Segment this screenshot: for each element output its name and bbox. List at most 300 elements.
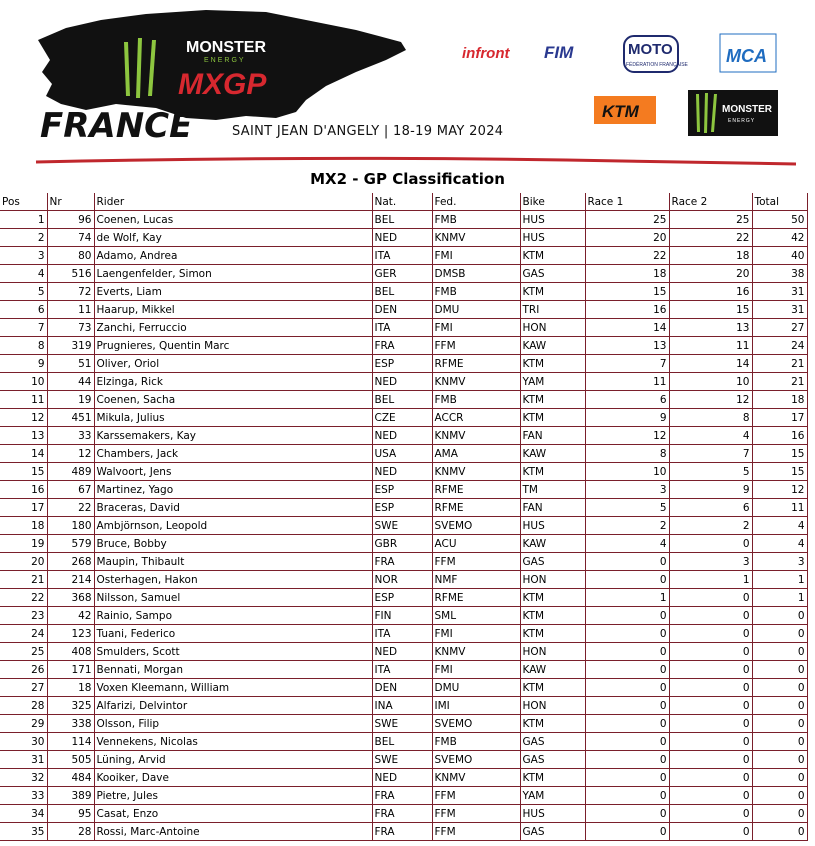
cell-nat: ITA [372, 661, 432, 679]
cell-race2: 0 [669, 625, 752, 643]
cell-bike: FAN [520, 427, 585, 445]
cell-rider: Martinez, Yago [94, 481, 372, 499]
cell-fed: FMI [432, 319, 520, 337]
cell-total: 15 [752, 463, 807, 481]
monster-sponsor-wordmark: MONSTER [722, 104, 772, 115]
table-row [0, 229, 807, 247]
cell-race2: 3 [669, 553, 752, 571]
cell-rider: Walvoort, Jens [94, 463, 372, 481]
cell-total: 31 [752, 283, 807, 301]
cell-fed: ACU [432, 535, 520, 553]
cell-nr: 579 [47, 535, 94, 553]
cell-bike: GAS [520, 751, 585, 769]
cell-total: 4 [752, 535, 807, 553]
table-row [0, 823, 807, 841]
table-row [0, 265, 807, 283]
cell-race2: 1 [669, 571, 752, 589]
cell-race1: 0 [585, 607, 669, 625]
event-country: FRANCE [40, 106, 193, 146]
col-header-race2: Race 2 [669, 193, 752, 211]
cell-nr: 214 [47, 571, 94, 589]
cell-nr: 28 [47, 823, 94, 841]
cell-rider: Oliver, Oriol [94, 355, 372, 373]
moto-logo-sub: FÉDÉRATION FRANÇAISE [626, 62, 688, 68]
cell-race1: 4 [585, 535, 669, 553]
cell-race2: 0 [669, 715, 752, 733]
table-row [0, 481, 807, 499]
cell-pos: 17 [0, 499, 47, 517]
cell-total: 17 [752, 409, 807, 427]
cell-nat: ITA [372, 247, 432, 265]
col-header-total: Total [752, 193, 807, 211]
cell-nat: BEL [372, 391, 432, 409]
cell-race2: 20 [669, 265, 752, 283]
cell-nr: 95 [47, 805, 94, 823]
cell-total: 50 [752, 211, 807, 229]
cell-pos: 2 [0, 229, 47, 247]
cell-bike: KTM [520, 589, 585, 607]
table-row [0, 787, 807, 805]
cell-race2: 0 [669, 679, 752, 697]
cell-nat: ITA [372, 319, 432, 337]
col-header-rider: Rider [94, 193, 372, 211]
cell-pos: 34 [0, 805, 47, 823]
cell-nr: 171 [47, 661, 94, 679]
cell-total: 0 [752, 823, 807, 841]
cell-fed: KNMV [432, 769, 520, 787]
cell-bike: KAW [520, 337, 585, 355]
table-row [0, 607, 807, 625]
cell-bike: YAM [520, 787, 585, 805]
table-row [0, 625, 807, 643]
cell-bike: TRI [520, 301, 585, 319]
cell-nr: 67 [47, 481, 94, 499]
table-row [0, 715, 807, 733]
cell-nr: 516 [47, 265, 94, 283]
cell-total: 3 [752, 553, 807, 571]
cell-nat: FRA [372, 337, 432, 355]
cell-rider: Olsson, Filip [94, 715, 372, 733]
cell-race2: 0 [669, 823, 752, 841]
cell-total: 42 [752, 229, 807, 247]
cell-fed: RFME [432, 355, 520, 373]
cell-total: 0 [752, 607, 807, 625]
cell-race1: 9 [585, 409, 669, 427]
cell-race1: 10 [585, 463, 669, 481]
event-banner [6, 0, 804, 168]
table-row [0, 805, 807, 823]
cell-pos: 1 [0, 211, 47, 229]
cell-nr: 96 [47, 211, 94, 229]
cell-race1: 3 [585, 481, 669, 499]
cell-pos: 21 [0, 571, 47, 589]
cell-pos: 29 [0, 715, 47, 733]
cell-total: 0 [752, 787, 807, 805]
cell-race1: 0 [585, 787, 669, 805]
cell-nr: 408 [47, 643, 94, 661]
cell-rider: Mikula, Julius [94, 409, 372, 427]
cell-rider: Alfarizi, Delvintor [94, 697, 372, 715]
cell-total: 4 [752, 517, 807, 535]
cell-fed: FMB [432, 391, 520, 409]
table-row [0, 409, 807, 427]
cell-total: 0 [752, 769, 807, 787]
cell-rider: Adamo, Andrea [94, 247, 372, 265]
cell-race2: 0 [669, 751, 752, 769]
cell-bike: KTM [520, 409, 585, 427]
cell-race1: 0 [585, 571, 669, 589]
cell-rider: Tuani, Federico [94, 625, 372, 643]
cell-pos: 28 [0, 697, 47, 715]
cell-nat: NED [372, 643, 432, 661]
cell-total: 0 [752, 751, 807, 769]
cell-fed: FMB [432, 733, 520, 751]
cell-nr: 80 [47, 247, 94, 265]
cell-nat: BEL [372, 283, 432, 301]
cell-pos: 10 [0, 373, 47, 391]
cell-nat: GER [372, 265, 432, 283]
col-header-race1: Race 1 [585, 193, 669, 211]
cell-nr: 11 [47, 301, 94, 319]
cell-race1: 0 [585, 643, 669, 661]
cell-fed: SVEMO [432, 715, 520, 733]
cell-total: 0 [752, 625, 807, 643]
cell-race2: 11 [669, 337, 752, 355]
cell-fed: AMA [432, 445, 520, 463]
cell-pos: 24 [0, 625, 47, 643]
cell-nat: NED [372, 373, 432, 391]
cell-nr: 268 [47, 553, 94, 571]
cell-rider: Karssemakers, Kay [94, 427, 372, 445]
cell-fed: FFM [432, 337, 520, 355]
cell-race2: 10 [669, 373, 752, 391]
cell-bike: KTM [520, 769, 585, 787]
cell-pos: 30 [0, 733, 47, 751]
cell-race2: 8 [669, 409, 752, 427]
table-body [0, 211, 807, 841]
cell-race2: 0 [669, 787, 752, 805]
cell-nat: FRA [372, 553, 432, 571]
cell-bike: KTM [520, 463, 585, 481]
table-row [0, 211, 807, 229]
fim-logo: FIM [544, 43, 574, 62]
cell-pos: 7 [0, 319, 47, 337]
cell-total: 1 [752, 589, 807, 607]
cell-pos: 25 [0, 643, 47, 661]
cell-pos: 9 [0, 355, 47, 373]
cell-nr: 484 [47, 769, 94, 787]
cell-rider: Coenen, Sacha [94, 391, 372, 409]
cell-nr: 319 [47, 337, 94, 355]
cell-race1: 14 [585, 319, 669, 337]
cell-rider: Kooiker, Dave [94, 769, 372, 787]
cell-nr: 114 [47, 733, 94, 751]
cell-bike: HUS [520, 805, 585, 823]
cell-nat: CZE [372, 409, 432, 427]
cell-pos: 22 [0, 589, 47, 607]
table-row [0, 355, 807, 373]
cell-total: 21 [752, 355, 807, 373]
cell-fed: RFME [432, 499, 520, 517]
cell-nat: DEN [372, 301, 432, 319]
cell-nat: NED [372, 427, 432, 445]
cell-race1: 16 [585, 301, 669, 319]
cell-race1: 0 [585, 751, 669, 769]
cell-fed: KNMV [432, 373, 520, 391]
cell-race2: 0 [669, 769, 752, 787]
cell-rider: Elzinga, Rick [94, 373, 372, 391]
table-row [0, 301, 807, 319]
cell-bike: HON [520, 643, 585, 661]
table-row [0, 553, 807, 571]
cell-race1: 15 [585, 283, 669, 301]
cell-fed: FMI [432, 625, 520, 643]
cell-rider: Everts, Liam [94, 283, 372, 301]
cell-fed: DMSB [432, 265, 520, 283]
cell-race2: 2 [669, 517, 752, 535]
cell-race1: 0 [585, 697, 669, 715]
cell-fed: FMB [432, 211, 520, 229]
cell-pos: 15 [0, 463, 47, 481]
col-header-nat: Nat. [372, 193, 432, 211]
monster-wordmark: MONSTER [186, 39, 266, 56]
col-header-nr: Nr [47, 193, 94, 211]
cell-fed: FFM [432, 805, 520, 823]
cell-bike: KAW [520, 661, 585, 679]
cell-race2: 18 [669, 247, 752, 265]
cell-total: 18 [752, 391, 807, 409]
table-row [0, 445, 807, 463]
event-venue-dates: SAINT JEAN D'ANGELY | 18-19 MAY 2024 [232, 124, 504, 139]
table-row [0, 769, 807, 787]
cell-bike: GAS [520, 823, 585, 841]
cell-race2: 9 [669, 481, 752, 499]
table-row [0, 517, 807, 535]
cell-nat: USA [372, 445, 432, 463]
cell-race1: 5 [585, 499, 669, 517]
cell-bike: HUS [520, 211, 585, 229]
cell-race1: 0 [585, 661, 669, 679]
cell-rider: Voxen Kleemann, William [94, 679, 372, 697]
cell-nat: NED [372, 769, 432, 787]
cell-race1: 8 [585, 445, 669, 463]
cell-nat: BEL [372, 733, 432, 751]
cell-fed: KNMV [432, 427, 520, 445]
cell-total: 38 [752, 265, 807, 283]
cell-race1: 0 [585, 805, 669, 823]
cell-bike: HON [520, 319, 585, 337]
cell-race2: 12 [669, 391, 752, 409]
cell-rider: Haarup, Mikkel [94, 301, 372, 319]
cell-nr: 74 [47, 229, 94, 247]
cell-rider: Braceras, David [94, 499, 372, 517]
cell-nr: 51 [47, 355, 94, 373]
cell-fed: IMI [432, 697, 520, 715]
page-title: MX2 - GP Classification [310, 170, 505, 188]
table-row [0, 697, 807, 715]
cell-total: 16 [752, 427, 807, 445]
col-header-fed: Fed. [432, 193, 520, 211]
cell-bike: KTM [520, 355, 585, 373]
cell-fed: FMI [432, 661, 520, 679]
cell-nat: FRA [372, 823, 432, 841]
cell-total: 12 [752, 481, 807, 499]
cell-race2: 6 [669, 499, 752, 517]
table-row [0, 427, 807, 445]
cell-total: 24 [752, 337, 807, 355]
cell-race2: 0 [669, 535, 752, 553]
cell-race1: 11 [585, 373, 669, 391]
cell-nr: 489 [47, 463, 94, 481]
cell-pos: 19 [0, 535, 47, 553]
cell-pos: 35 [0, 823, 47, 841]
cell-bike: FAN [520, 499, 585, 517]
cell-nat: GBR [372, 535, 432, 553]
cell-pos: 16 [0, 481, 47, 499]
cell-nat: ESP [372, 355, 432, 373]
table-row [0, 733, 807, 751]
cell-fed: KNMV [432, 463, 520, 481]
cell-race1: 12 [585, 427, 669, 445]
cell-bike: KTM [520, 607, 585, 625]
cell-total: 40 [752, 247, 807, 265]
cell-fed: RFME [432, 589, 520, 607]
table-row [0, 319, 807, 337]
cell-fed: FFM [432, 787, 520, 805]
cell-nr: 12 [47, 445, 94, 463]
cell-pos: 33 [0, 787, 47, 805]
cell-bike: KTM [520, 715, 585, 733]
cell-bike: KTM [520, 391, 585, 409]
monster-sponsor-energy: ENERGY [728, 118, 756, 124]
cell-race2: 22 [669, 229, 752, 247]
cell-race1: 1 [585, 589, 669, 607]
table-row [0, 337, 807, 355]
cell-fed: KNMV [432, 229, 520, 247]
cell-pos: 23 [0, 607, 47, 625]
cell-nr: 44 [47, 373, 94, 391]
cell-nr: 180 [47, 517, 94, 535]
cell-race1: 7 [585, 355, 669, 373]
cell-race1: 20 [585, 229, 669, 247]
cell-fed: DMU [432, 679, 520, 697]
cell-nr: 325 [47, 697, 94, 715]
cell-fed: RFME [432, 481, 520, 499]
cell-bike: KTM [520, 283, 585, 301]
cell-nr: 389 [47, 787, 94, 805]
cell-pos: 3 [0, 247, 47, 265]
cell-bike: KTM [520, 625, 585, 643]
cell-pos: 4 [0, 265, 47, 283]
cell-pos: 8 [0, 337, 47, 355]
cell-nat: BEL [372, 211, 432, 229]
cell-bike: KAW [520, 445, 585, 463]
cell-fed: FFM [432, 553, 520, 571]
cell-rider: Coenen, Lucas [94, 211, 372, 229]
cell-rider: Rossi, Marc-Antoine [94, 823, 372, 841]
table-row [0, 499, 807, 517]
cell-fed: NMF [432, 571, 520, 589]
cell-fed: DMU [432, 301, 520, 319]
table-row [0, 373, 807, 391]
cell-nr: 338 [47, 715, 94, 733]
cell-pos: 32 [0, 769, 47, 787]
cell-bike: YAM [520, 373, 585, 391]
cell-race2: 0 [669, 643, 752, 661]
cell-nat: INA [372, 697, 432, 715]
cell-nat: FRA [372, 787, 432, 805]
cell-race1: 0 [585, 553, 669, 571]
cell-total: 0 [752, 643, 807, 661]
cell-race2: 0 [669, 733, 752, 751]
cell-nat: NOR [372, 571, 432, 589]
cell-race2: 16 [669, 283, 752, 301]
cell-nr: 368 [47, 589, 94, 607]
cell-nat: SWE [372, 517, 432, 535]
cell-nr: 42 [47, 607, 94, 625]
cell-race2: 15 [669, 301, 752, 319]
cell-nr: 73 [47, 319, 94, 337]
table-header-row [0, 193, 807, 211]
col-header-bike: Bike [520, 193, 585, 211]
cell-nat: ESP [372, 589, 432, 607]
cell-total: 21 [752, 373, 807, 391]
cell-fed: FMB [432, 283, 520, 301]
table-row [0, 535, 807, 553]
cell-nr: 123 [47, 625, 94, 643]
cell-total: 15 [752, 445, 807, 463]
cell-rider: de Wolf, Kay [94, 229, 372, 247]
mca-logo: MCA [726, 46, 767, 66]
table-row [0, 463, 807, 481]
cell-rider: Maupin, Thibault [94, 553, 372, 571]
cell-nat: FRA [372, 805, 432, 823]
cell-total: 0 [752, 715, 807, 733]
cell-nat: SWE [372, 751, 432, 769]
cell-rider: Nilsson, Samuel [94, 589, 372, 607]
cell-total: 0 [752, 697, 807, 715]
cell-nat: ITA [372, 625, 432, 643]
table-row [0, 661, 807, 679]
mxgp-logo: MXGP [178, 68, 267, 101]
table-row [0, 391, 807, 409]
classification-table [0, 193, 808, 841]
cell-rider: Pietre, Jules [94, 787, 372, 805]
cell-race2: 0 [669, 607, 752, 625]
cell-rider: Ambjörnson, Leopold [94, 517, 372, 535]
table-row [0, 751, 807, 769]
energy-wordmark: ENERGY [204, 57, 246, 64]
banner-accent-line [36, 158, 796, 164]
cell-race2: 0 [669, 589, 752, 607]
cell-race1: 0 [585, 769, 669, 787]
cell-bike: GAS [520, 733, 585, 751]
cell-race1: 22 [585, 247, 669, 265]
cell-total: 0 [752, 805, 807, 823]
table-row [0, 679, 807, 697]
cell-rider: Lüning, Arvid [94, 751, 372, 769]
cell-rider: Rainio, Sampo [94, 607, 372, 625]
cell-rider: Zanchi, Ferruccio [94, 319, 372, 337]
cell-nat: DEN [372, 679, 432, 697]
cell-rider: Osterhagen, Hakon [94, 571, 372, 589]
cell-race2: 25 [669, 211, 752, 229]
cell-fed: SVEMO [432, 517, 520, 535]
table-row [0, 589, 807, 607]
cell-race2: 0 [669, 697, 752, 715]
table-row [0, 571, 807, 589]
cell-nr: 22 [47, 499, 94, 517]
